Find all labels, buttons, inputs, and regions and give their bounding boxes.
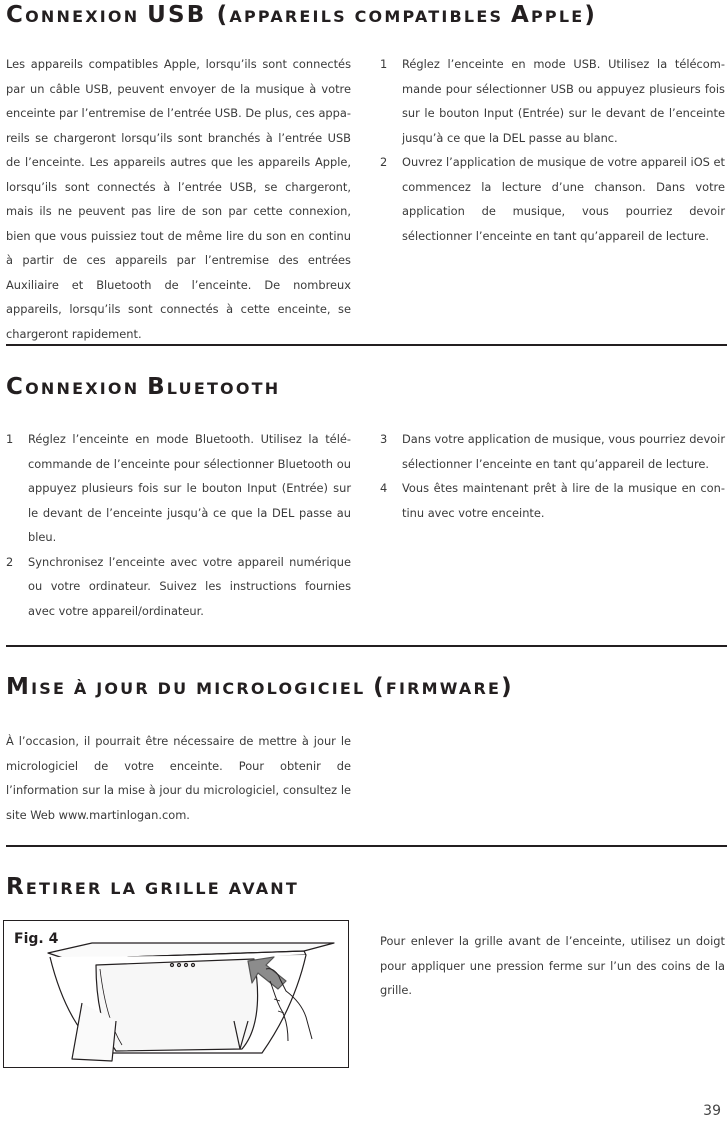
page-number: 39: [703, 1103, 721, 1119]
list-item: 2 Synchronisez l’enceinte avec votre appareil numérique ou votre ordinateur. Suivez les instructions fournies avec votre appareil/ordinateur.: [6, 554, 351, 618]
section-divider: [6, 344, 727, 346]
figure-grille-removal: [3, 920, 349, 1068]
usb-steps-list: [380, 52, 725, 248]
list-item: 4 Vous êtes maintenant prêt à lire de la musique en continu avec votre enceinte.: [380, 481, 725, 520]
list-item: 3 Dans votre application de musique, vous pourriez devoir sélectionner l’enceinte en tant qu’appareil de lecture.: [380, 432, 725, 471]
section-divider: [6, 845, 727, 847]
usb-paragraph: Les appareils compatibles Apple, lorsqu’ils sont connectés par un câble USB, peuvent envoyer de la musique à votre enceinte par l’entremise de l’entrée USB. De plus, ces appareils se chargeront lorsqu’ils sont branchés à l’entrée USB de l’enceinte. Les appareils autres que les appareils Apple, lorsqu’ils sont connectés à l’entrée USB, se chargeront, mais ils ne peuvent pas lire de son par cette connexion, bien que vous puissiez tout de même lire du son en continu à partir de ces appareils par l’entremise des entrées Auxiliaire et Bluetooth de l’enceinte. De nombreux appareils, lorsqu’ils sont connectés à cette enceinte, se chargeront rapidement.: [6, 57, 351, 341]
usb-steps-column: [380, 52, 725, 248]
list-item: 1 Réglez l’enceinte en mode USB. Utilisez la télécommande pour sélectionner USB ou appuyez plusieurs fois sur le bouton Input (Entrée) sur le devant de l’enceinte jusqu’à ce que la DEL passe au blanc.: [380, 57, 725, 145]
heading-bluetooth: CONNEXION BLUETOOTH: [6, 374, 281, 400]
bluetooth-steps-left: [6, 427, 351, 623]
grille-column: [380, 929, 725, 1003]
firmware-column: [6, 729, 351, 827]
usb-paragraph-column: [6, 52, 351, 346]
section-divider: [6, 645, 727, 647]
list-item: 2 Ouvrez l’application de musique de votre appareil iOS et commencez la lecture d’une chanson. Dans votre application de musique, vous pourriez devoir sélectionner l’enceinte en tant qu’appareil de lecture.: [380, 155, 725, 243]
speaker-illustration: [4, 921, 347, 1066]
heading-usb: CONNEXION USB (APPAREILS COMPATIBLES APPLE): [6, 2, 598, 28]
figure-label: Fig. 4: [14, 931, 59, 947]
grille-paragraph: Pour enlever la grille avant de l’enceinte, utilisez un doigt pour appliquer une pression ferme sur l’un des coins de la grille.: [380, 934, 725, 997]
list-item: 1 Réglez l’enceinte en mode Bluetooth. Utilisez la télécommande de l’enceinte pour sélectionner Bluetooth ou appuyez plusieurs fois sur le bouton Input (Entrée) sur le devant de l’enceinte jusqu’à ce que la DEL passe au bleu.: [6, 432, 351, 544]
speaker-grille: [96, 959, 258, 1051]
bluetooth-steps-right: [380, 427, 725, 525]
firmware-paragraph: À l’occasion, il pourrait être nécessaire de mettre à jour le micrologiciel de votre enceinte. Pour obtenir de l’information sur la mise à jour du micrologiciel, consultez le site Web www.martinlogan.com.: [6, 734, 351, 822]
heading-grille: RETIRER LA GRILLE AVANT: [6, 874, 299, 900]
heading-firmware: MISE À JOUR DU MICROLOGICIEL (FIRMWARE): [6, 674, 514, 700]
